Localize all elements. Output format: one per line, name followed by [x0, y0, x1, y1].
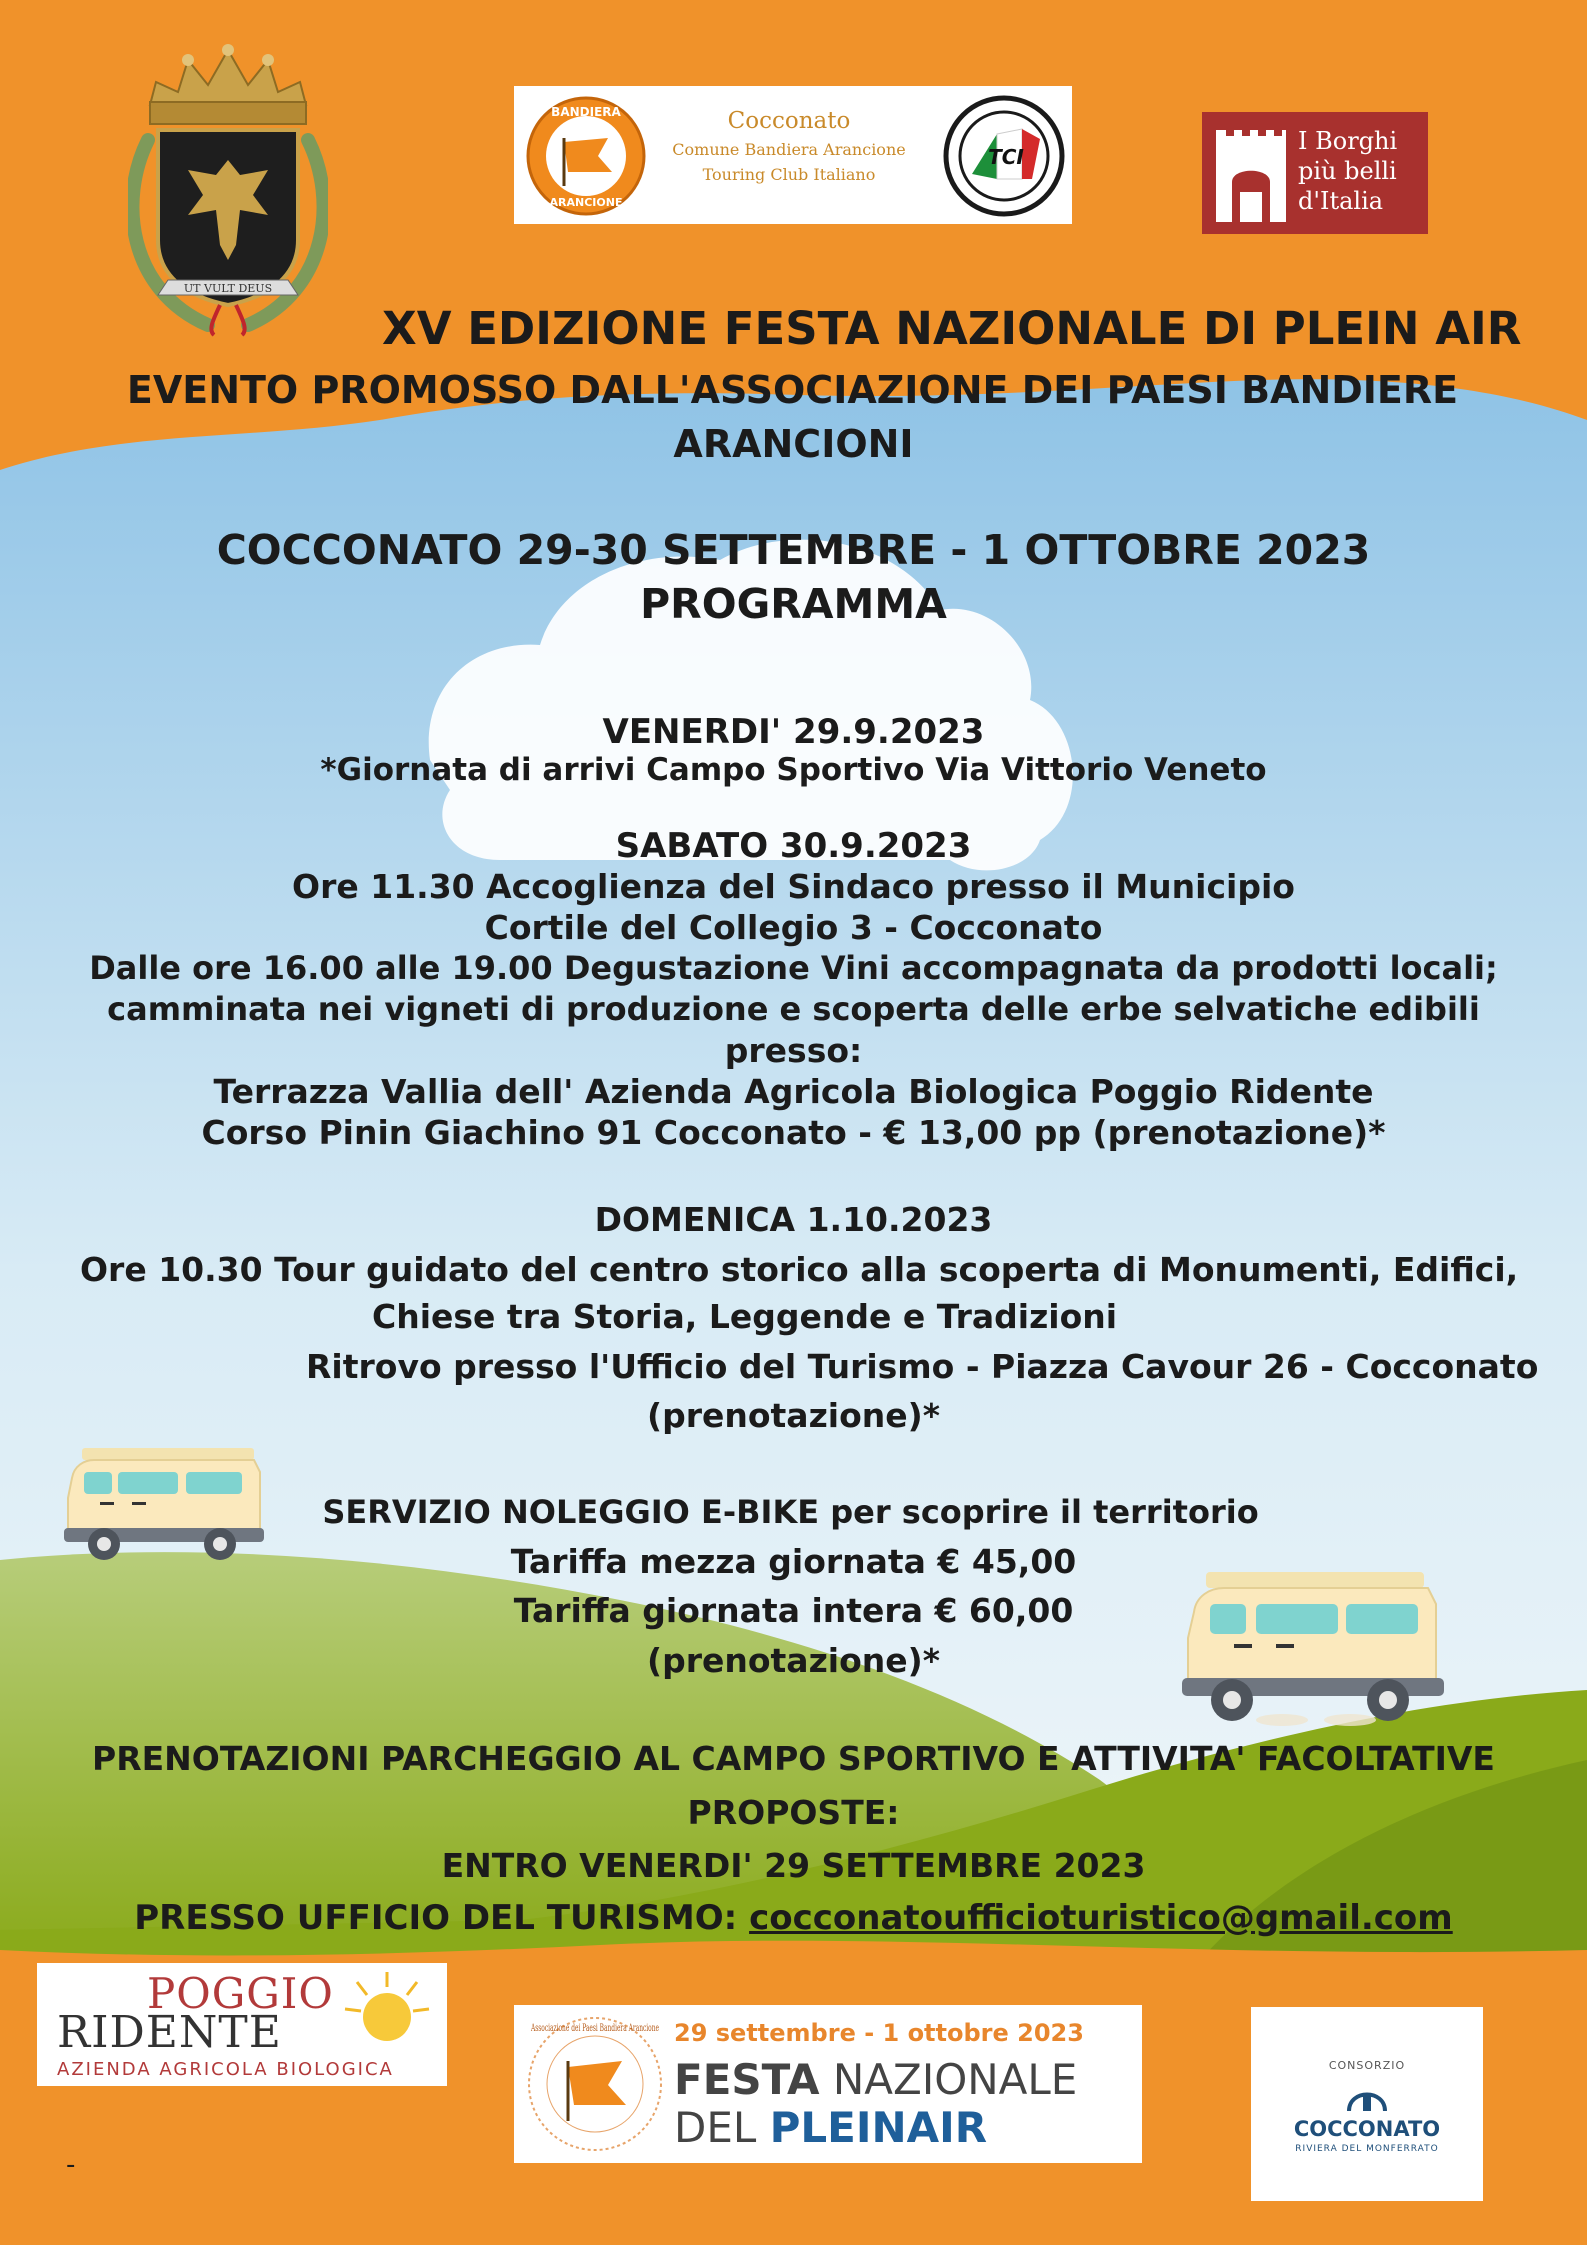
tourism-office-email-link[interactable]: cocconatoufficioturistico@gmail.com	[749, 1898, 1453, 1938]
poggio-ridente-logo	[37, 1963, 447, 2086]
consorzio-label: CONSORZIO	[1328, 2059, 1406, 2072]
poggio-line1: POGGIO	[147, 1969, 334, 2018]
event-title: XV EDIZIONE FESTA NAZIONALE DI PLEIN AIR	[382, 302, 1522, 355]
borghi-line1: I Borghi	[1298, 127, 1398, 155]
borghi-line2: più belli	[1298, 157, 1397, 185]
saturday-line2: Cortile del Collegio 3 - Cocconato	[484, 908, 1103, 947]
consorzio-emblem-icon	[1345, 2075, 1389, 2115]
consorzio-cocconato-logo	[1251, 2007, 1483, 2201]
sunday-line3: Ritrovo presso l'Ufficio del Turismo - Piazza Cavour 26 - Cocconato	[306, 1347, 1539, 1386]
saturday-line3: Dalle ore 16.00 alle 19.00 Degustazione Vini accompagnata da prodotti locali;	[89, 949, 1498, 987]
badge-text-bottom: ARANCIONE	[549, 196, 623, 209]
tci-badge	[942, 94, 1066, 218]
bandiera-arancione-badge	[524, 94, 648, 218]
borghi-line3: d'Italia	[1298, 187, 1384, 215]
sunday-heading: DOMENICA 1.10.2023	[594, 1200, 993, 1239]
camper-van-right-icon	[1182, 1572, 1444, 1732]
sunday-line4: (prenotazione)*	[647, 1396, 940, 1435]
tci-text: TCI	[988, 145, 1024, 169]
cocconato-logo-line1: Comune Bandiera Arancione	[672, 140, 906, 159]
bookings-contact-label: PRESSO UFFICIO DEL TURISMO:	[134, 1898, 750, 1938]
saturday-line6: Terrazza Vallia dell' Azienda Agricola Biologica Poggio Ridente	[213, 1072, 1374, 1111]
sun-icon	[337, 1967, 437, 2057]
friday-heading: VENERDI' 29.9.2023	[602, 712, 985, 752]
programma-heading: PROGRAMMA	[640, 580, 947, 628]
festa-word-bold: FESTA	[674, 2055, 820, 2104]
ebike-rate-full: Tariffa giornata intera € 60,00	[513, 1591, 1074, 1630]
seal-ring-text: Associazione dei Paesi Bandiera Arancione	[530, 2023, 660, 2034]
borghi-logo	[1202, 112, 1428, 234]
promo-line2: ARANCIONI	[673, 422, 914, 466]
bookings-line2: PROPOSTE:	[687, 1793, 900, 1832]
ebike-rate-half: Tariffa mezza giornata € 45,00	[510, 1542, 1077, 1581]
saturday-line4: camminata nei vigneti di produzione e scoperta delle erbe selvatiche edibili	[107, 990, 1480, 1028]
sunday-line1: Ore 10.30 Tour guidato del centro storico alla scoperta di Monumenti, Edifici,	[80, 1250, 1519, 1289]
bookings-line3: ENTRO VENERDI' 29 SETTEMBRE 2023	[441, 1846, 1146, 1885]
cocconato-logo-town: Cocconato	[727, 108, 851, 134]
poggio-line3: AZIENDA AGRICOLA BIOLOGICA	[57, 2059, 394, 2080]
consorzio-sub: RIVIERA DEL MONFERRATO	[1295, 2144, 1439, 2154]
ebike-booking-note: (prenotazione)*	[647, 1641, 940, 1680]
bookings-contact	[0, 1898, 1587, 1939]
saturday-heading: SABATO 30.9.2023	[615, 826, 972, 866]
badge-text-top: BANDIERA	[551, 105, 621, 119]
festa-dates: 29 settembre - 1 ottobre 2023	[674, 2019, 1084, 2047]
footer-dash: -	[66, 2150, 76, 2180]
ebike-heading: SERVIZIO NOLEGGIO E-BIKE per scoprire il territorio	[322, 1493, 1259, 1531]
saturday-line7: Corso Pinin Giachino 91 Cocconato - € 13,00 pp (prenotazione)*	[201, 1113, 1386, 1152]
cocconato-bandiera-logo	[514, 86, 1072, 224]
association-seal	[524, 2013, 666, 2155]
bookings-line1: PRENOTAZIONI PARCHEGGIO AL CAMPO SPORTIVO E ATTIVITA' FACOLTATIVE	[92, 1739, 1495, 1778]
poggio-line2: RIDENTE	[57, 2007, 282, 2058]
festa-word-pleinair: PLEINAIR	[769, 2103, 988, 2152]
friday-line1: *Giornata di arrivi Campo Sportivo Via Vittorio Veneto	[320, 752, 1267, 788]
crest-motto: UT VULT DEUS	[183, 282, 273, 295]
saturday-line1: Ore 11.30 Accoglienza del Sindaco presso il Municipio	[292, 867, 1295, 906]
cocconato-logo-line2: Touring Club Italiano	[702, 165, 876, 184]
promo-line1: EVENTO PROMOSSO DALL'ASSOCIAZIONE DEI PAESI BANDIERE	[126, 368, 1459, 412]
borghi-tower-icon	[1212, 122, 1290, 224]
consorzio-name: COCCONATO	[1293, 2117, 1441, 2141]
event-dates: COCCONATO 29-30 SETTEMBRE - 1 OTTOBRE 2023	[216, 526, 1371, 574]
town-crest-logo	[128, 30, 328, 345]
sunday-line2: Chiese tra Storia, Leggende e Tradizioni	[372, 1297, 1118, 1336]
festa-word-del: DEL	[674, 2103, 757, 2152]
saturday-line5: presso:	[724, 1031, 863, 1070]
festa-nazionale-logo	[514, 2005, 1142, 2163]
festa-word-rest: NAZIONALE	[832, 2055, 1078, 2104]
